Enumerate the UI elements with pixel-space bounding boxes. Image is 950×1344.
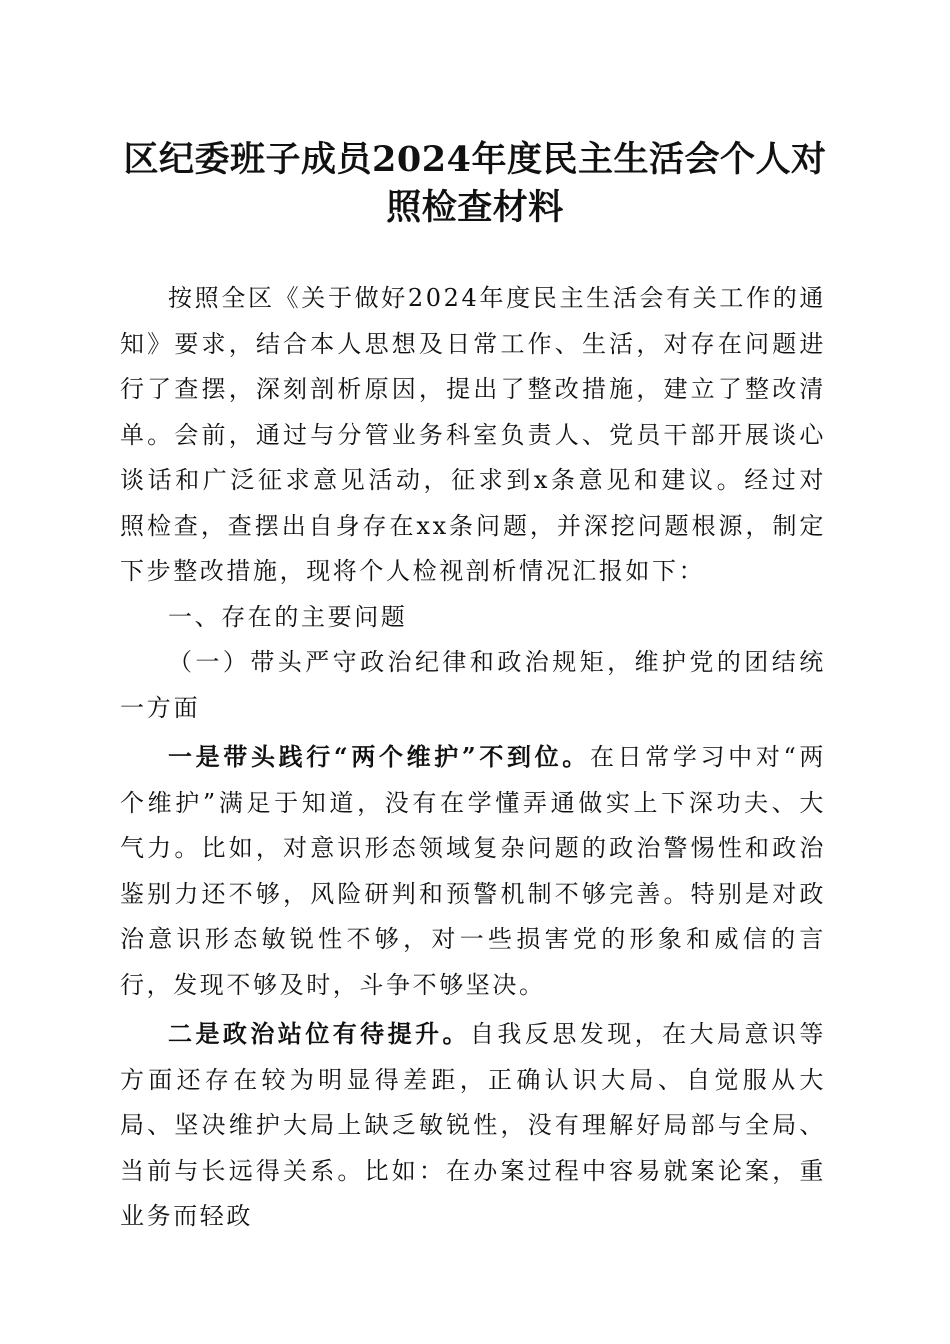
issue-2-body: 自我反思发现，在大局意识等方面还存在较为明显得差距，正确认识大局、自觉服从大局、坚决维护大局上缺乏敏锐性，没有理解好局部与全局、当前与长远得关系。比如：在办案过程中容易就案论案，重业务而轻政 — [120, 1020, 826, 1230]
issue-paragraph-2 — [120, 1011, 826, 1240]
issue-1-body: 在日常学习中对“两个维护”满足于知道，没有在学懂弄通做实上下深功夫、大气力。比如，对意识形态领域复杂问题的政治警惕性和政治鉴别力还不够，风险研判和预警机制不够完善。特别是对政治意识形态敏锐性不够，对一些损害党的形象和威信的言行，发现不够及时，斗争不够坚决。 — [120, 743, 826, 999]
subsection-heading: （一）带头严守政治纪律和政治规矩，维护党的团结统一方面 — [120, 648, 826, 722]
document-title: 区纪委班子成员2024年度民主生活会个人对照检查材料 — [123, 139, 827, 228]
document-body — [120, 276, 826, 1240]
intro-paragraph: 按照全区《关于做好2024年度民主生活会有关工作的通知》要求，结合本人思想及日常工作、生活，对存在问题进行了查摆，深刻剖析原因，提出了整改措施，建立了整改清单。会前，通过与分管业务科室负责人、党员干部开展谈心谈话和广泛征求意见活动，征求到x条意见和建议。经过对照检查，查摆出自身存在xx条问题，并深挖问题根源，制定下步整改措施，现将个人检视剖析情况汇报如下： — [120, 284, 826, 585]
issue-2-lead: 二是政治站位有待提升。 — [168, 1019, 470, 1048]
section-heading: 一、存在的主要问题 — [168, 602, 408, 631]
issue-1-lead: 一是带头践行“两个维护”不到位。 — [168, 742, 590, 771]
issue-paragraph-1 — [120, 734, 826, 1008]
